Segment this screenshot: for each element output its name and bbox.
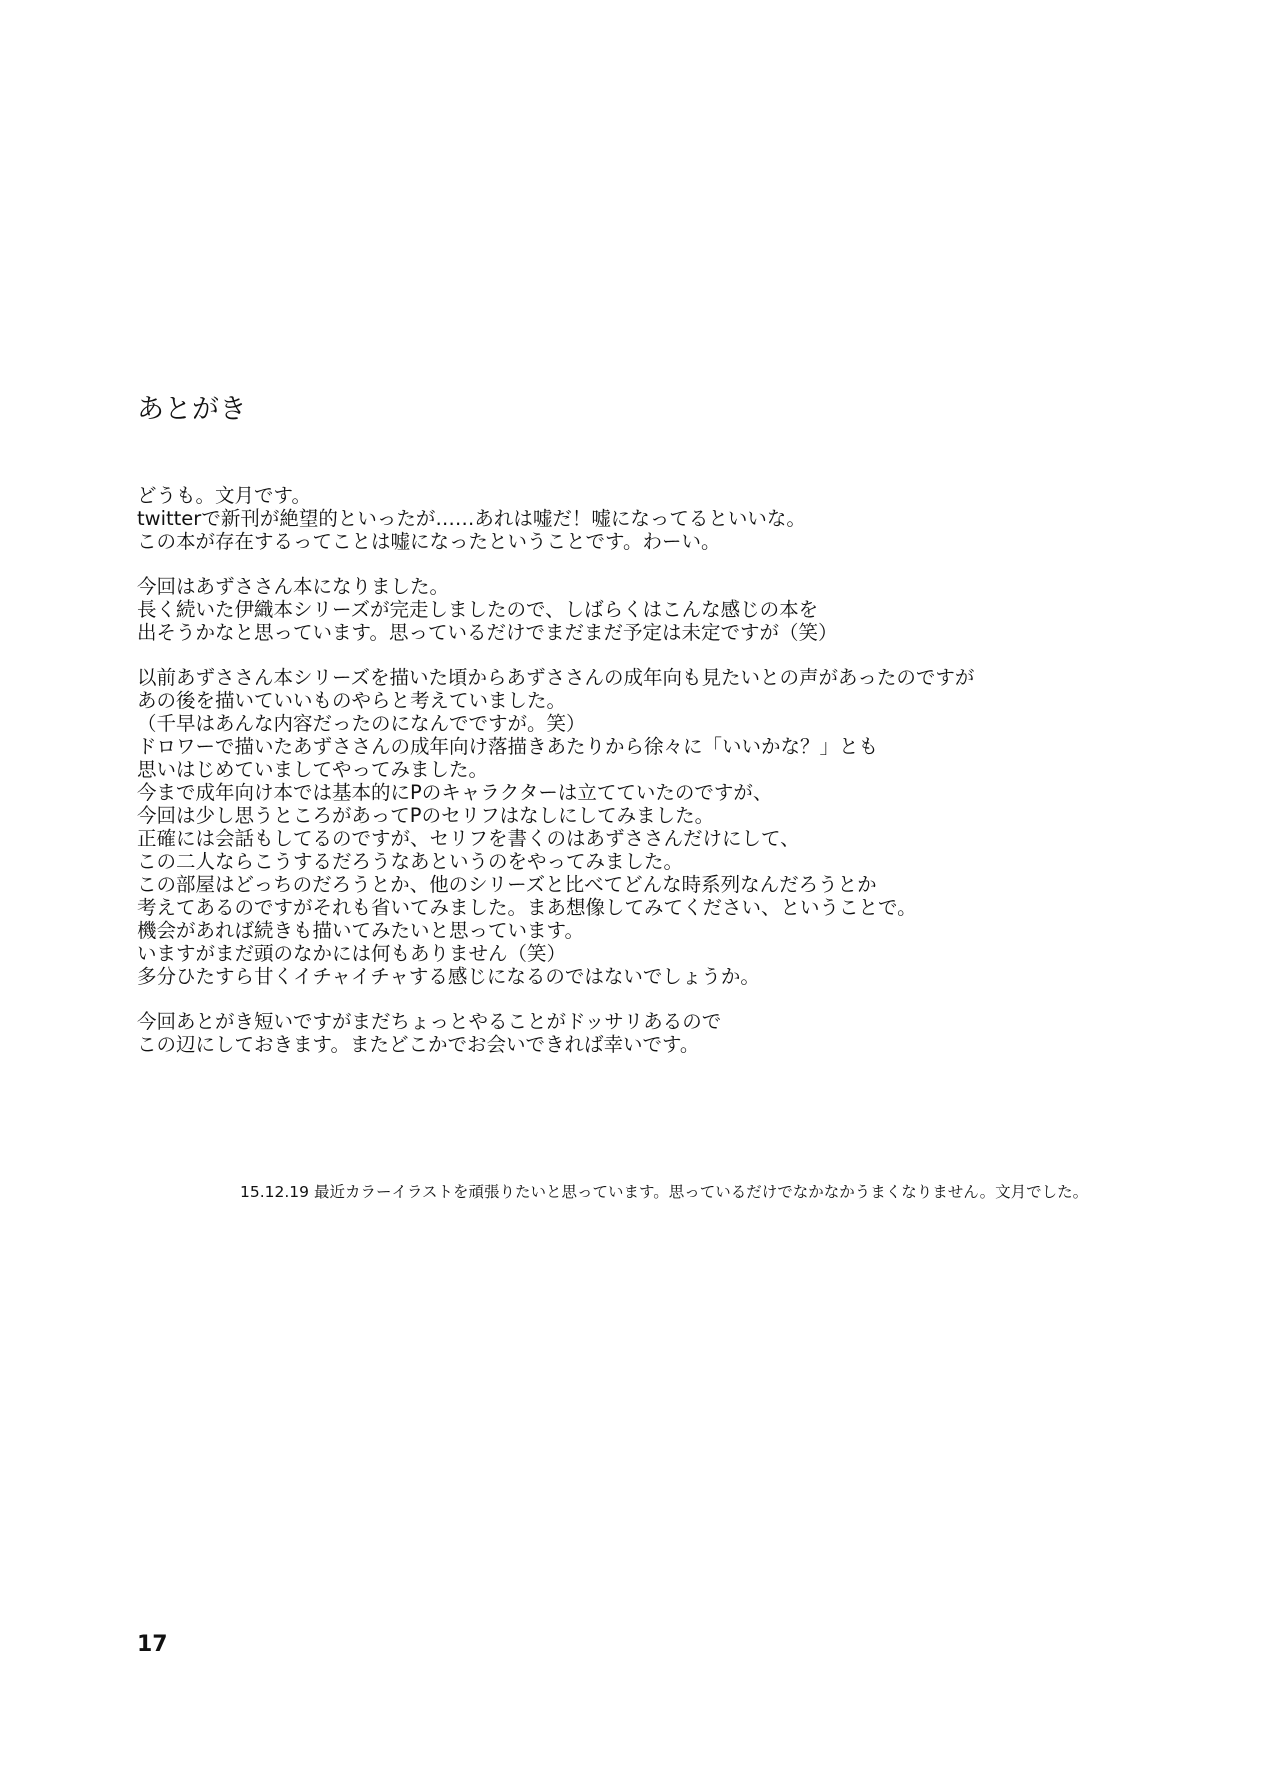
text-line: 正確には会話もしてるのですが、セリフを書くのはあずささんだけにして、 [137, 827, 800, 850]
text-line: この部屋はどっちのだろうとか、他のシリーズと比べてどんな時系列なんだろうとか [137, 873, 877, 896]
text-line: どうも。文月です。 [137, 484, 311, 507]
paragraph-2 [137, 575, 1137, 644]
dated-closing-note: 15.12.19 最近カラーイラストを頑張りたいと思っています。思っているだけでなかなかうまくなりません。文月でした。 [240, 1183, 1089, 1201]
text-line: いますがまだ頭のなかには何もありません（笑） [137, 942, 567, 965]
text-line: この辺にしておきます。またどこかでお会いできれば幸いです。 [137, 1033, 700, 1056]
text-line: 今回は少し思うところがあってPのセリフはなしにしてみました。 [137, 804, 715, 827]
text-line: ドロワーで描いたあずささんの成年向け落描きあたりから徐々に「いいかな？」とも [137, 735, 879, 758]
page-title: あとがき [137, 394, 247, 425]
text-line: 今まで成年向け本では基本的にPのキャラクターは立てていたのですが、 [137, 781, 773, 804]
text-line: 今回はあずささん本になりました。 [137, 575, 450, 598]
text-line: twitterで新刊が絶望的といったが……あれは嘘だ！嘘になってるといいな。 [137, 507, 806, 530]
paragraph-3 [137, 666, 1137, 988]
text-line: 思いはじめていましてやってみました。 [137, 758, 489, 781]
afterword-body [137, 484, 1137, 1078]
text-line: 以前あずささん本シリーズを描いた頃からあずささんの成年向も見たいとの声があったのですが [137, 666, 975, 689]
text-line: この二人ならこうするだろうなあというのをやってみました。 [137, 850, 684, 873]
text-line: （千早はあんな内容だったのになんでですが。笑） [137, 712, 586, 735]
page-number: 17 [137, 1632, 168, 1657]
paragraph-4 [137, 1010, 1137, 1056]
text-line: 考えてあるのですがそれも省いてみました。まあ想像してみてください、ということで。 [137, 896, 917, 919]
text-line: あの後を描いていいものやらと考えていました。 [137, 689, 567, 712]
text-line: 長く続いた伊織本シリーズが完走しましたので、しばらくはこんな感じの本を [137, 598, 819, 621]
text-line: この本が存在するってことは嘘になったということです。わーい。 [137, 530, 721, 553]
text-line: 機会があれば続きも描いてみたいと思っています。 [137, 919, 584, 942]
text-line: 今回あとがき短いですがまだちょっとやることがドッサリあるので [137, 1010, 722, 1033]
paragraph-1 [137, 484, 1137, 553]
text-line: 出そうかなと思っています。思っているだけでまだまだ予定は未定ですが（笑） [137, 621, 838, 644]
text-line: 多分ひたすら甘くイチャイチャする感じになるのではないでしょうか。 [137, 965, 760, 988]
